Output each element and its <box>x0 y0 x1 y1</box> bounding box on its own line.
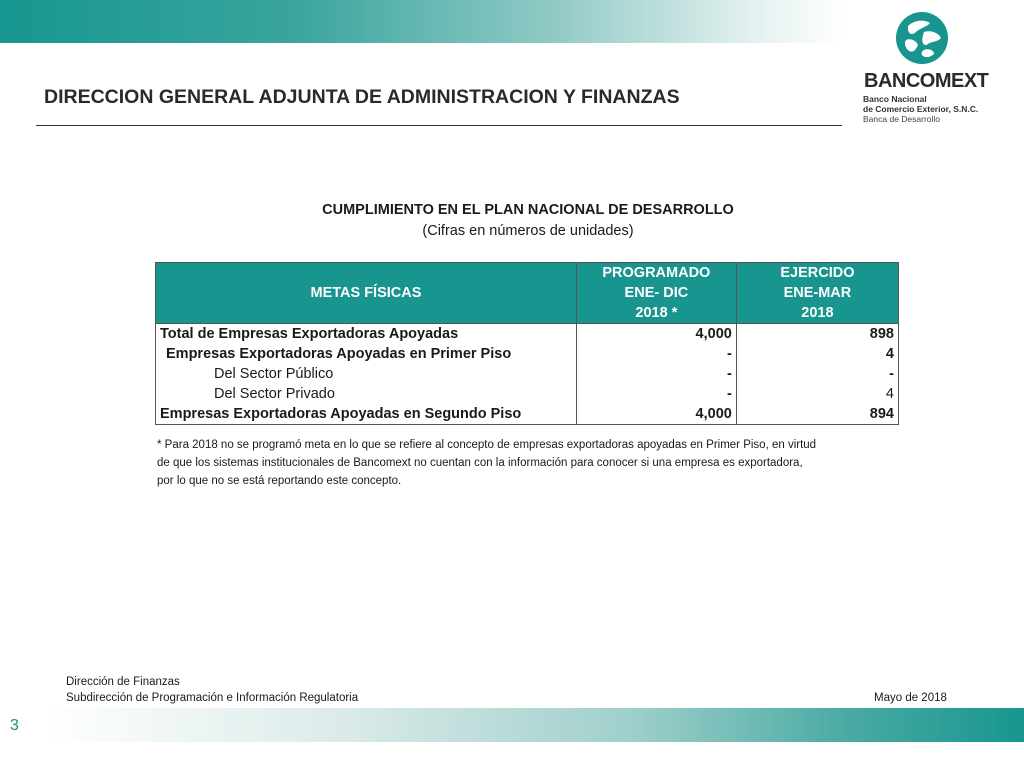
logo-line-2: de Comercio Exterior, S.N.C. <box>863 104 979 114</box>
row-ejercido: 4 <box>736 384 898 404</box>
top-decorative-band <box>0 0 845 43</box>
row-programado: - <box>576 344 736 364</box>
header-ejercido-line-1: EJERCIDO <box>780 265 855 281</box>
row-programado: 4,000 <box>576 324 736 345</box>
header-programado <box>576 263 736 324</box>
footer-date: Mayo de 2018 <box>874 692 947 704</box>
table-row <box>156 344 899 364</box>
row-label: Empresas Exportadoras Apoyadas en Segundo Piso <box>156 404 577 425</box>
footer-department: Dirección de Finanzas <box>66 676 180 688</box>
row-programado: 4,000 <box>576 404 736 425</box>
table-subtitle: (Cifras en números de unidades) <box>422 223 634 239</box>
logo-line-3: Banca de Desarrollo <box>863 114 941 124</box>
footer-subdepartment: Subdirección de Programación e Información Regulatoria <box>66 692 359 704</box>
logo-name: BANCOMEXT <box>864 70 989 92</box>
bottom-decorative-band <box>42 708 1024 742</box>
title-divider <box>36 125 842 126</box>
header-ejercido <box>736 263 898 324</box>
metas-table <box>155 262 899 425</box>
row-ejercido: - <box>736 364 898 384</box>
globe-icon <box>894 10 950 66</box>
row-label: Del Sector Privado <box>156 384 577 404</box>
bancomext-logo <box>852 8 1012 126</box>
page-title: DIRECCION GENERAL ADJUNTA DE ADMINISTRACION Y FINANZAS <box>44 86 680 108</box>
row-programado: - <box>576 384 736 404</box>
footnote-line-1: * Para 2018 no se programó meta en lo que se refiere al concepto de empresas exportadoras apoyadas en Primer Piso, en virtud <box>157 439 817 451</box>
row-ejercido: 898 <box>736 324 898 345</box>
row-ejercido: 894 <box>736 404 898 425</box>
row-ejercido: 4 <box>736 344 898 364</box>
page-number: 3 <box>10 717 19 734</box>
table-row <box>156 384 899 404</box>
header-metas-fisicas: METAS FÍSICAS <box>156 263 577 324</box>
header-ejercido-line-3: 2018 <box>801 305 834 321</box>
logo-line-1: Banco Nacional <box>863 94 927 104</box>
footnote-line-2: de que los sistemas institucionales de Bancomext no cuentan con la información para conocer si una empresa es exportadora, <box>157 457 803 469</box>
row-label: Del Sector Público <box>156 364 577 384</box>
header-programado-line-3: 2018 * <box>635 305 678 321</box>
header-programado-line-2: ENE- DIC <box>624 285 689 301</box>
header-ejercido-line-2: ENE-MAR <box>783 285 852 301</box>
header-programado-line-1: PROGRAMADO <box>602 265 711 281</box>
table-title: CUMPLIMIENTO EN EL PLAN NACIONAL DE DESARROLLO <box>322 202 734 218</box>
row-label: Total de Empresas Exportadoras Apoyadas <box>156 324 577 345</box>
footnote-line-3: por lo que no se está reportando este concepto. <box>157 475 402 487</box>
row-label: Empresas Exportadoras Apoyadas en Primer Piso <box>156 344 577 364</box>
footnote <box>157 436 897 490</box>
row-programado: - <box>576 364 736 384</box>
table-row <box>156 364 899 384</box>
table-header-row <box>156 263 899 324</box>
table-row <box>156 324 899 345</box>
table-row <box>156 404 899 425</box>
